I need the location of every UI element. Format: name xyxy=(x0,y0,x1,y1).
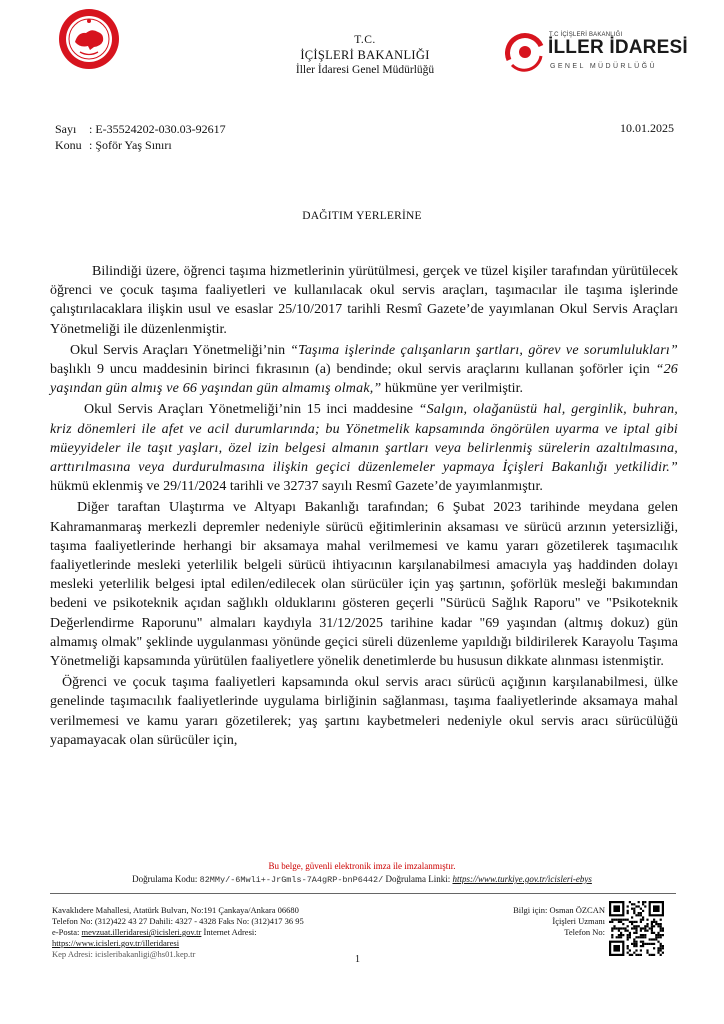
info-title: İçişleri Uzmanı xyxy=(552,916,605,926)
e-signature-note: Bu belge, güvenli elektronik imza ile imzalanmıştır. xyxy=(268,861,456,871)
header-tc: T.C. xyxy=(354,34,376,46)
info-name: Bilgi için: Osman ÖZCAN xyxy=(513,905,605,915)
p3-text-b: hükmü eklenmiş ve 29/11/2024 tarihli ve 32737 sayılı Resmî Gazete’de yayımlanmıştır. xyxy=(50,479,543,495)
p2-text-b: başlıklı 9 uncu maddesinin birinci fıkrasının (a) bendinde; okul servis araçlarını kullanan şoförler için xyxy=(50,362,656,378)
phone-fax: Telefon No: (312)422 43 27 Dahili: 4327 - 4328 Faks No: (312)417 36 95 xyxy=(52,916,304,926)
logo-ministry-text: T.C İÇİŞLERİ BAKANLIĞI xyxy=(549,32,623,38)
distribution-heading: DAĞITIM YERLERİNE xyxy=(302,210,422,222)
verification-line xyxy=(0,874,724,885)
p3-quote: “Salgın, olağanüstü hal, gerginlik, buhran, kriz dönemleri ile afet ve acil durumlarında; bu Yönetmelik kapsamında öngörülen uyarma ve iptal gibi müeyyideler ile taşıt yaşları, özel izin belgesi almanın şartları veya belirlenmiş sürelerin azaltılmasına, arttırılmasına veya durdurulmasına ilişkin geçici düzenlemeler yapmaya İçişleri Bakanlığı yetkilidir.” xyxy=(50,402,678,476)
p2-text-c: hükmüne yer verilmiştir. xyxy=(381,381,523,397)
kep-address: Kep Adresi: icisleribakanligi@hs01.kep.tr xyxy=(52,949,196,959)
paragraph-1: Bilindiği üzere, öğrenci taşıma hizmetlerinin yürütülmesi, gerçek ve tüzel kişiler tarafından yürütülecek öğrenci ve çocuk taşıma faaliyetleri ve kullanılacak okul servis araçları, taşımacılar ile taşıma işlerinde çalıştırılacaklara ilişkin usul ve esaslar 25/10/2017 tarihli Resmî Gazete’de yayımlanan Okul Servis Araçları Yönetmeliği ile düzenlenmiştir. xyxy=(50,264,678,337)
paragraph-4: Diğer taraftan Ulaştırma ve Altyapı Bakanlığı tarafından; 6 Şubat 2023 tarihinde meydana gelen Kahramanmaraş merkezli depremler nedeniyle sürücü eğitimlerinin aksaması ve sürücü arzının yetersizliği, taşıma faaliyetlerinde herhangi bir aksamaya mahal verilmemesi ve kamu yararı gözetilerek taşımacılık faaliyetlerinde mesleki yeterlilik belgeli sürücü ihtiyacının karşılanabilmesi amacıyla yaş haddinden dolayı mesleki yeterlilik belgesi iptal edilen/edilecek olan sürücüler için yaş şartının, şoförlük mesleği bakımından bedeni ve psikoteknik açıdan sağlıklı olduklarını gösteren geçerli "Sürücü Sağlık Raporu" ve "Psikoteknik Değerlendirme Raporunu" almaları kaydıyla 31/12/2025 tarihine kadar "69 yaşından (altmış dokuz) gün almamış olmak" şeklinde uygulanması yönünde geçici süreli düzenleme yapıldığı bildirilerek Karayolu Taşıma Yönetmeliği kapsamında yürütülen faaliyetlere yönelik denetimlerde bu hususun dikkate alınması istenmiştir. xyxy=(50,500,678,670)
reference-number xyxy=(55,121,226,137)
paragraph-2 xyxy=(50,341,678,399)
konu-value: : Şoför Yaş Sınırı xyxy=(89,138,172,152)
sayi-label: Sayı xyxy=(55,122,77,136)
paragraph-3 xyxy=(50,400,678,496)
konu-label: Konu xyxy=(55,138,82,152)
iller-idaresi-mark-icon xyxy=(505,32,545,72)
page-number: 1 xyxy=(355,954,360,965)
sayi-value: : E-35524202-030.03-92617 xyxy=(89,122,226,136)
email-label: e-Posta: xyxy=(52,927,82,937)
document-date: 10.01.2025 xyxy=(620,121,674,135)
p2-text-a: Okul Servis Araçları Yönetmeliği’nin xyxy=(70,342,291,358)
p2-quote-1: “Taşıma işlerinde çalışanların şartları, görev ve sorumlulukları” xyxy=(290,342,678,358)
address: Kavaklıdere Mahallesi, Atatürk Bulvarı, No:191 Çankaya/Ankara 06680 xyxy=(52,905,299,915)
web-label: İnternet Adresi: xyxy=(201,927,257,937)
contact-person xyxy=(480,905,605,938)
document-body xyxy=(50,262,678,752)
verify-link[interactable]: https://www.turkiye.gov.tr/icisleri-ebys xyxy=(452,874,592,884)
p2-quote-2: “26 yaşından gün almış ve 66 yaşından gün almamış olmak,” xyxy=(50,362,678,397)
subject xyxy=(55,137,172,153)
info-phone: Telefon No: xyxy=(564,927,605,937)
paragraph-5: Öğrenci ve çocuk taşıma faaliyetleri kapsamında okul servis aracı sürücü açığının karşılanabilmesi, ülke genelinde taşımacılık faaliyetlerinde uygulama birliğinin sağlanması, taşıma faaliyetlerinde aksamaya mahal verilmemesi ve kamu yararı gözetilerek; yaş şartını kaybetmeleri nedeniyle okul servis aracı sürücülüğü yapamayacak olan sürücüler için, xyxy=(50,675,678,748)
p3-text-a: Okul Servis Araçları Yönetmeliği’nin 15 inci maddesine xyxy=(84,402,419,418)
logo-brand-text: İLLER İDARESİ xyxy=(548,37,688,58)
footer-divider xyxy=(50,893,676,894)
verify-link-label: Doğrulama Linki: xyxy=(385,874,451,884)
web-row xyxy=(52,938,412,949)
verify-code-label: Doğrulama Kodu: xyxy=(132,874,198,884)
qr-code-icon xyxy=(609,901,664,956)
ministry-emblem-logo xyxy=(58,8,120,70)
iller-idaresi-logo xyxy=(503,30,688,74)
email-web-row xyxy=(52,927,412,938)
letterhead xyxy=(220,33,510,78)
header-ministry: İÇİŞLERİ BAKANLIĞI xyxy=(300,48,430,62)
email-link[interactable]: mevzuat.illeridaresi@icisleri.gov.tr xyxy=(81,927,202,937)
contact-info xyxy=(52,905,412,960)
verify-code: 82MMy/-6Mwli+-JrGmls-7A4gRP-bnP6442/ xyxy=(199,875,384,885)
header-directorate: İller İdaresi Genel Müdürlüğü xyxy=(295,64,435,76)
logo-sub-text: GENEL MÜDÜRLÜĞÜ xyxy=(550,63,657,70)
web-link[interactable]: https://www.icisleri.gov.tr/illeridaresi xyxy=(52,938,180,948)
